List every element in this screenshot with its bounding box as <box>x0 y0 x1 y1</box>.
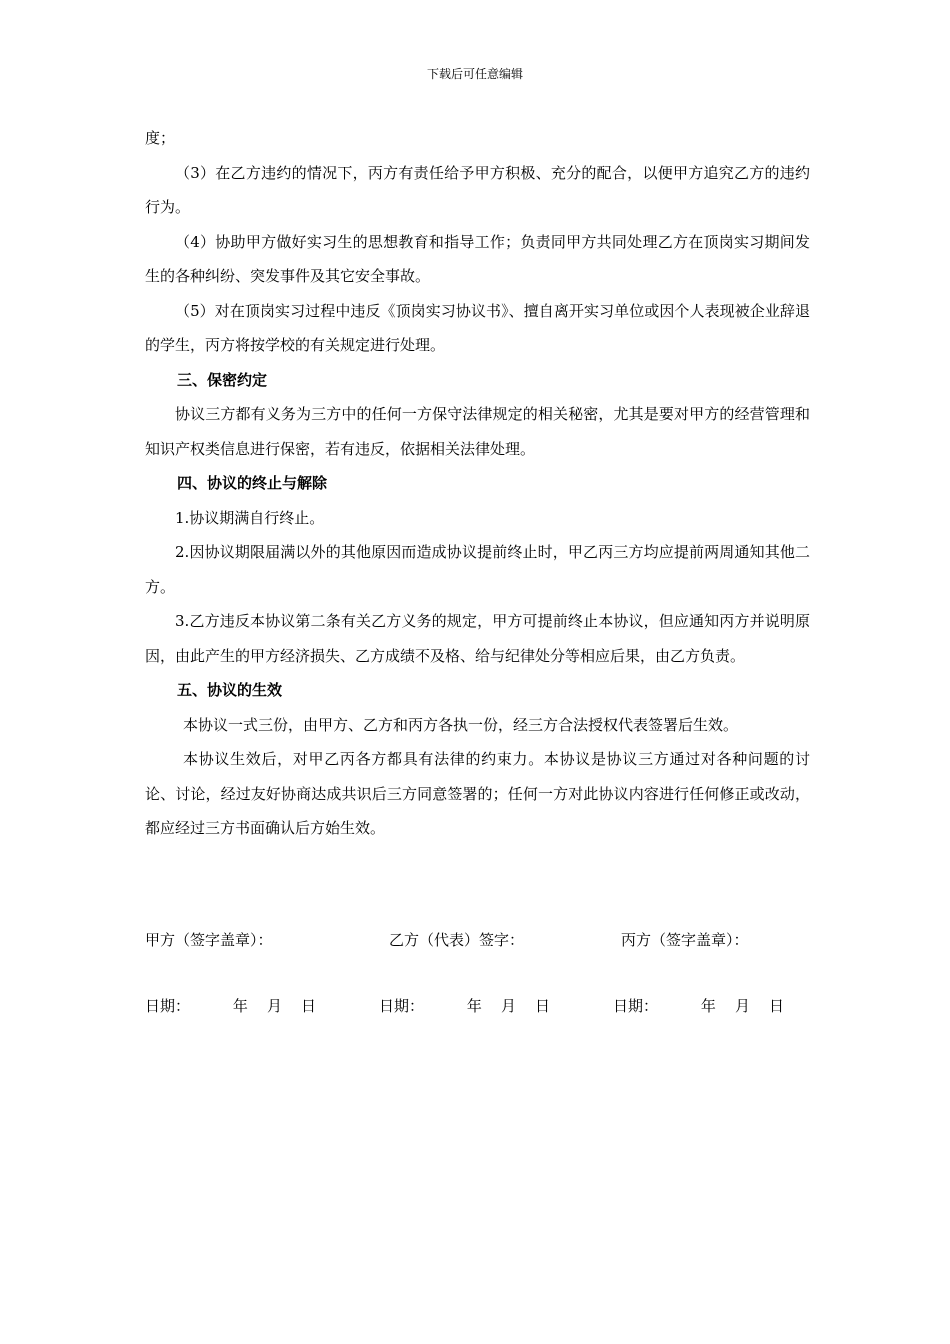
section-heading-confidentiality: 三、保密约定 <box>177 370 268 389</box>
paragraph-termination-2: 2.因协议期限届满以外的其他原因而造成协议提前终止时，甲乙丙三方均应提前两周通知其他二方。 <box>145 543 810 596</box>
paragraph-effect-2: 本协议生效后，对甲乙丙各方都具有法律的约束力。本协议是协议三方通过对各种问题的讨论、讨论，经过友好协商达成共识后三方同意签署的；任何一方对此协议内容进行任何修正或改动，都应经过三方书面确认后方始生效。 <box>145 750 810 837</box>
date-party-a: 日期： 年 月 日 <box>145 997 317 1015</box>
paragraph-item-5: （5）对在顶岗实习过程中违反《顶岗实习协议书》、擅自离开实习单位或因个人表现被企业辞退的学生，丙方将按学校的有关规定进行处理。 <box>145 301 810 354</box>
paragraph-continuation: 度； <box>145 129 176 147</box>
paragraph-confidentiality: 协议三方都有义务为三方中的任何一方保守法律规定的相关秘密，尤其是要对甲方的经营管理和知识产权类信息进行保密，若有违反，依据相关法律处理。 <box>145 405 810 458</box>
signature-party-a: 甲方（签字盖章）： <box>145 931 273 949</box>
section-heading-effect: 五、协议的生效 <box>177 681 283 699</box>
paragraph-item-4: （4）协助甲方做好实习生的思想教育和指导工作；负责同甲方共同处理乙方在顶岗实习期间发生的各种纠纷、突发事件及其它安全事故。 <box>145 232 810 285</box>
date-party-b: 日期： 年 月 日 <box>379 997 551 1015</box>
page-header: 下载后可任意编辑 <box>426 67 523 81</box>
paragraph-effect-1: 本协议一式三份，由甲方、乙方和丙方各执一份，经三方合法授权代表签署后生效。 <box>183 715 739 734</box>
document-body <box>145 121 810 846</box>
paragraph-termination-1: 1.协议期满自行终止。 <box>175 508 325 527</box>
paragraph-termination-3: 3.乙方违反本协议第二条有关乙方义务的规定，甲方可提前终止本协议，但应通知丙方并说明原因，由此产生的甲方经济损失、乙方成绩不及格、给与纪律处分等相应后果，由乙方负责。 <box>145 612 810 665</box>
signature-party-b: 乙方（代表）签字： <box>389 931 525 949</box>
paragraph-item-3: （3）在乙方违约的情况下，丙方有责任给予甲方积极、充分的配合，以便甲方追究乙方的违约行为。 <box>145 163 810 216</box>
date-party-c: 日期： 年 月 日 <box>613 997 785 1015</box>
section-heading-termination: 四、协议的终止与解除 <box>177 474 328 492</box>
signature-party-c: 丙方（签字盖章）： <box>621 931 749 949</box>
